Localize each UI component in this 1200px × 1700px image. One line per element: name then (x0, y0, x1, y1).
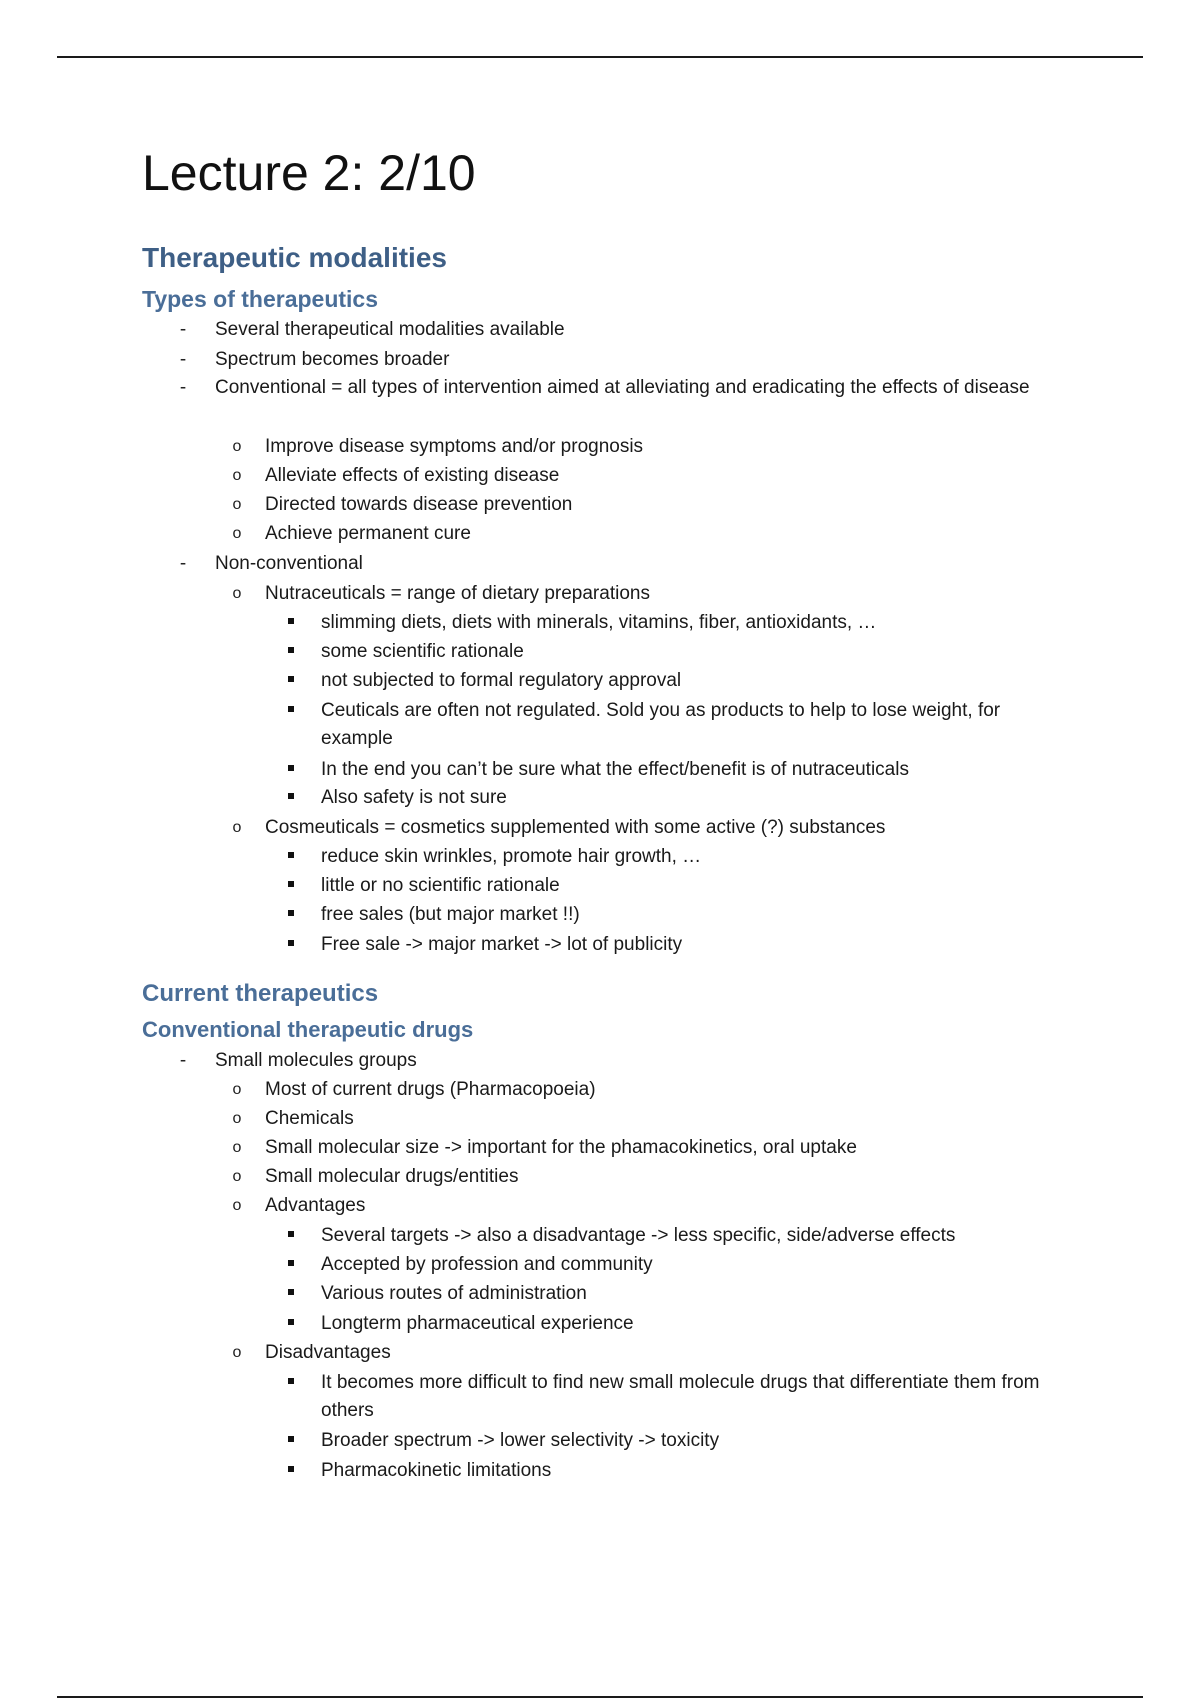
list-item: Accepted by profession and community (321, 1251, 1061, 1279)
list-item: o Achieve permanent cure (265, 520, 1045, 548)
list-item: Ceuticals are often not regulated. Sold you as products to help to lose weight, for example (321, 697, 1061, 753)
dash-bullet: - (179, 377, 187, 398)
square-bullet (281, 609, 301, 637)
top-rule (57, 56, 1143, 58)
list-item: - Non-conventional (215, 550, 1045, 578)
list-item: o Most of current drugs (Pharmacopoeia) (265, 1076, 1045, 1104)
circle-bullet: o (232, 1197, 242, 1214)
list-item: - Conventional = all types of intervention aimed at alleviating and eradicating the effects of disease (215, 374, 1045, 402)
list-item: Longterm pharmaceutical experience (321, 1310, 1061, 1338)
square-bullet (281, 1222, 301, 1250)
circle-bullet: o (232, 496, 242, 513)
dash-bullet: - (179, 349, 187, 370)
list-item: o Cosmeuticals = cosmetics supplemented with some active (?) substances (265, 814, 1045, 842)
list-item: Various routes of administration (321, 1280, 1061, 1308)
subheading-types-of-therapeutics: Types of therapeutics (142, 286, 379, 312)
list-item: little or no scientific rationale (321, 872, 1061, 900)
square-bullet (281, 1427, 301, 1455)
circle-bullet: o (232, 1344, 242, 1361)
bottom-rule (57, 1696, 1143, 1698)
list-item: not subjected to formal regulatory approval (321, 667, 1061, 695)
list-item: o Disadvantages (265, 1339, 1045, 1367)
list-item: reduce skin wrinkles, promote hair growth, … (321, 843, 1061, 871)
circle-bullet: o (232, 1110, 242, 1127)
list-item: o Directed towards disease prevention (265, 491, 1045, 519)
list-item: o Small molecular size -> important for the phamacokinetics, oral uptake (265, 1134, 1045, 1162)
subheading-conventional-therapeutic-drugs: Conventional therapeutic drugs (142, 1017, 474, 1042)
list-item: Several targets -> also a disadvantage -> less specific, side/adverse effects (321, 1222, 1061, 1250)
circle-bullet: o (232, 585, 242, 602)
square-bullet (281, 843, 301, 871)
square-bullet (281, 901, 301, 929)
square-bullet (281, 784, 301, 812)
circle-bullet: o (232, 1168, 242, 1185)
square-bullet (281, 1280, 301, 1308)
list-item: Also safety is not sure (321, 784, 1061, 812)
list-item: - Several therapeutical modalities available (215, 316, 1045, 344)
square-bullet (281, 667, 301, 695)
page-title: Lecture 2: 2/10 (142, 145, 476, 201)
square-bullet (281, 1369, 301, 1397)
circle-bullet: o (232, 438, 242, 455)
list-item: free sales (but major market !!) (321, 901, 1061, 929)
square-bullet (281, 638, 301, 666)
dash-bullet: - (179, 1050, 187, 1071)
circle-bullet: o (232, 1081, 242, 1098)
square-bullet (281, 1251, 301, 1279)
circle-bullet: o (232, 525, 242, 542)
list-item: slimming diets, diets with minerals, vitamins, fiber, antioxidants, … (321, 609, 1061, 637)
circle-bullet: o (232, 467, 242, 484)
square-bullet (281, 1310, 301, 1338)
section-heading-therapeutic-modalities: Therapeutic modalities (142, 242, 447, 273)
list-item: o Improve disease symptoms and/or prognosis (265, 433, 1045, 461)
list-item: In the end you can’t be sure what the effect/benefit is of nutraceuticals (321, 756, 1061, 784)
dash-bullet: - (179, 553, 187, 574)
list-item: some scientific rationale (321, 638, 1061, 666)
circle-bullet: o (232, 1139, 242, 1156)
list-item: - Spectrum becomes broader (215, 346, 1045, 374)
list-item: It becomes more difficult to find new small molecule drugs that differentiate them from others (321, 1369, 1061, 1425)
dash-bullet: - (179, 319, 187, 340)
square-bullet (281, 1457, 301, 1485)
list-item: Pharmacokinetic limitations (321, 1457, 1061, 1485)
square-bullet (281, 872, 301, 900)
list-item: o Small molecular drugs/entities (265, 1163, 1045, 1191)
square-bullet (281, 931, 301, 959)
square-bullet (281, 756, 301, 784)
circle-bullet: o (232, 819, 242, 836)
list-item: o Nutraceuticals = range of dietary preparations (265, 580, 1045, 608)
square-bullet (281, 697, 301, 725)
list-item: - Small molecules groups (215, 1047, 1045, 1075)
section-heading-current-therapeutics: Current therapeutics (142, 980, 379, 1007)
list-item: Broader spectrum -> lower selectivity -> toxicity (321, 1427, 1061, 1455)
list-item: o Advantages (265, 1192, 1045, 1220)
list-item: o Alleviate effects of existing disease (265, 462, 1045, 490)
list-item: Free sale -> major market -> lot of publicity (321, 931, 1061, 959)
list-item: o Chemicals (265, 1105, 1045, 1133)
